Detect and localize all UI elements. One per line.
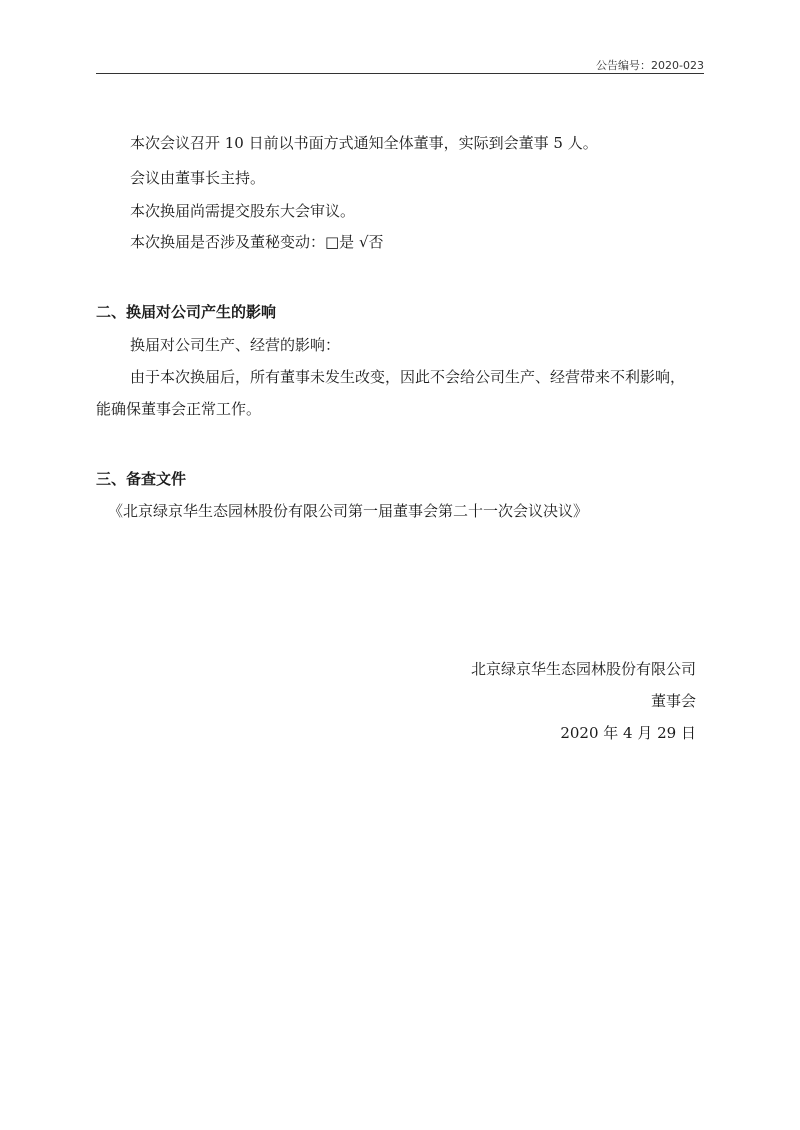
meeting-approval-line: 本次换届尚需提交股东大会审议。 <box>130 202 356 220</box>
signature-board: 董事会 <box>650 692 696 710</box>
announcement-number: 公告编号：2020-023 <box>596 59 704 72</box>
meeting-chair-line: 会议由董事长主持。 <box>130 169 266 187</box>
signature-company: 北京绿京华生态园林股份有限公司 <box>470 660 696 678</box>
reference-document: 《北京绿京华生态园林股份有限公司第一届董事会第二十一次会议决议》 <box>108 502 589 520</box>
section3-heading: 三、备查文件 <box>96 470 187 488</box>
meeting-notice-line: 本次会议召开 10 日前以书面方式通知全体董事，实际到会董事 5 人。 <box>130 134 598 152</box>
section2-paragraph-line2: 能确保董事会正常工作。 <box>96 400 262 418</box>
signature-date: 2020 年 4 月 29 日 <box>560 724 696 742</box>
secretary-change-line: 本次换届是否涉及董秘变动：□是 √否 <box>130 233 384 251</box>
section2-paragraph-line1: 由于本次换届后，所有董事未发生改变，因此不会给公司生产、经营带来不利影响， <box>130 368 686 386</box>
header-divider <box>96 73 704 74</box>
section2-subheading: 换届对公司生产、经营的影响： <box>130 336 341 354</box>
section2-heading: 二、换届对公司产生的影响 <box>96 303 277 321</box>
